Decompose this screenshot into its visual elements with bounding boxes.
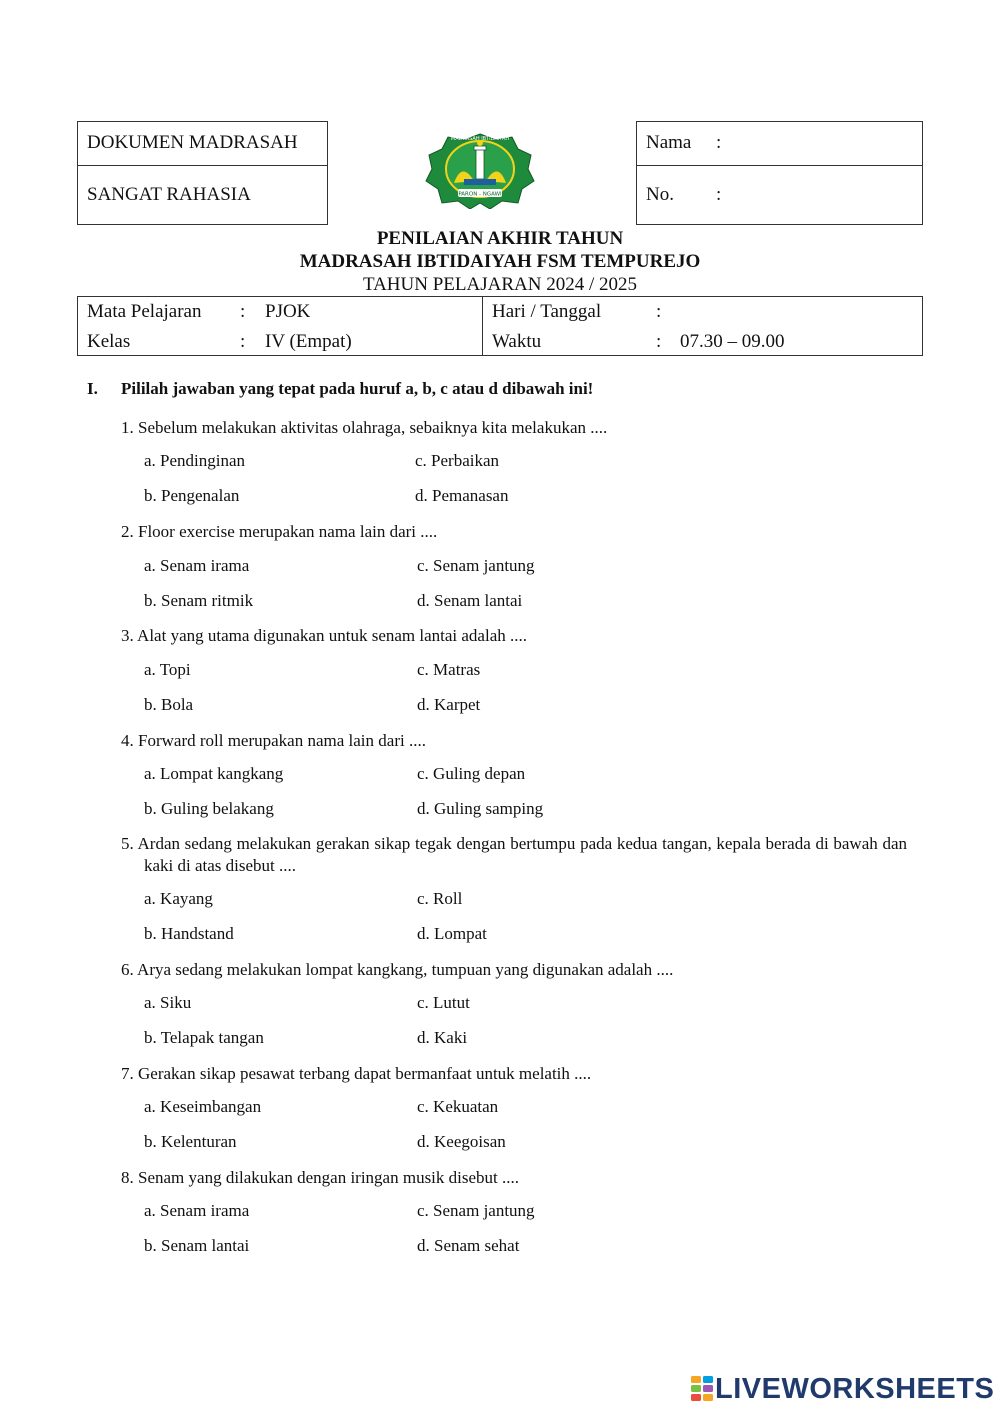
logo-top-text: MADRASAH IBTIDAIYAH [450, 136, 510, 142]
option-c[interactable]: c. Roll [417, 889, 463, 908]
question-8 [121, 1167, 907, 1189]
kelas-colon: : [240, 331, 246, 352]
option-b[interactable]: b. Pengenalan [144, 486, 240, 505]
option-b[interactable]: b. Handstand [144, 924, 234, 943]
question-5 [121, 833, 907, 877]
question-1 [121, 417, 907, 439]
option-d[interactable]: d. Kaki [417, 1028, 468, 1047]
option-a[interactable]: a. Siku [144, 993, 192, 1012]
option-d[interactable]: d. Pemanasan [415, 486, 509, 505]
option-b[interactable]: b. Kelenturan [144, 1132, 237, 1151]
option-a[interactable]: a. Senam irama [144, 556, 250, 575]
option-b[interactable]: b. Guling belakang [144, 799, 274, 818]
rahasia-label: SANGAT RAHASIA [87, 184, 251, 205]
question-6 [121, 959, 907, 981]
section-numeral: I. [87, 379, 98, 398]
logo-bottom-text: PARON - NGAWI [458, 191, 502, 198]
hari-colon: : [656, 301, 662, 322]
liveworksheets-text: LIVEWORKSHEETS [715, 1372, 995, 1405]
option-c[interactable]: c. Guling depan [417, 764, 526, 783]
option-b[interactable]: b. Telapak tangan [144, 1028, 264, 1047]
question-text: 6. Arya sedang melakukan lompat kangkang, tumpuan yang digunakan adalah .... [121, 960, 674, 979]
question-7 [121, 1063, 907, 1085]
option-c[interactable]: c. Senam jantung [417, 556, 535, 575]
hari-label: Hari / Tanggal [492, 301, 602, 322]
liveworksheets-watermark[interactable] [691, 1374, 994, 1404]
divider [482, 296, 483, 356]
option-a[interactable]: a. Pendinginan [144, 451, 246, 470]
option-d[interactable]: d. Lompat [417, 924, 487, 943]
divider [77, 165, 328, 166]
divider [636, 165, 923, 166]
option-d[interactable]: d. Senam lantai [417, 591, 523, 610]
madrasah-seal-icon [424, 131, 536, 209]
dokumen-label: DOKUMEN MADRASAH [87, 132, 298, 153]
question-4 [121, 730, 907, 752]
mapel-label: Mata Pelajaran [87, 301, 202, 322]
option-b[interactable]: b. Senam ritmik [144, 591, 254, 610]
option-d[interactable]: d. Keegoisan [417, 1132, 506, 1151]
option-a[interactable]: a. Kayang [144, 889, 213, 908]
option-b[interactable]: b. Bola [144, 695, 194, 714]
question-2 [121, 521, 907, 543]
exam-title: PENILAIAN AKHIR TAHUN [376, 228, 624, 249]
question-text: 8. Senam yang dilakukan dengan iringan musik disebut .... [121, 1168, 520, 1187]
no-label: No. [646, 184, 674, 205]
option-c[interactable]: c. Lutut [417, 993, 470, 1012]
waktu-value: 07.30 – 09.00 [680, 331, 785, 352]
kelas-value: IV (Empat) [265, 331, 352, 352]
option-d[interactable]: d. Karpet [417, 695, 481, 714]
option-b[interactable]: b. Senam lantai [144, 1236, 250, 1255]
option-c[interactable]: c. Perbaikan [415, 451, 500, 470]
question-text: 2. Floor exercise merupakan nama lain dari .... [121, 522, 438, 541]
waktu-colon: : [656, 331, 662, 352]
option-a[interactable]: a. Keseimbangan [144, 1097, 262, 1116]
option-a[interactable]: a. Lompat kangkang [144, 764, 284, 783]
question-text: 3. Alat yang utama digunakan untuk senam lantai adalah .... [121, 626, 527, 645]
school-name: MADRASAH IBTIDAIYAH FSM TEMPUREJO [299, 251, 701, 272]
option-d[interactable]: d. Guling samping [417, 799, 544, 818]
question-text: 5. Ardan sedang melakukan gerakan sikap tegak dengan bertumpu pada kedua tangan, kepala berada di bawah dan kaki di atas disebut .... [121, 834, 907, 875]
mapel-value: PJOK [265, 301, 311, 322]
option-a[interactable]: a. Topi [144, 660, 191, 679]
no-colon: : [716, 184, 722, 205]
question-text: 7. Gerakan sikap pesawat terbang dapat bermanfaat untuk melatih .... [121, 1064, 592, 1083]
option-c[interactable]: c. Kekuatan [417, 1097, 499, 1116]
question-text: 1. Sebelum melakukan aktivitas olahraga, sebaiknya kita melakukan .... [121, 418, 608, 437]
nama-colon: : [716, 132, 722, 153]
waktu-label: Waktu [492, 331, 542, 352]
nama-label: Nama [646, 132, 692, 153]
option-c[interactable]: c. Senam jantung [417, 1201, 535, 1220]
option-d[interactable]: d. Senam sehat [417, 1236, 520, 1255]
academic-year: TAHUN PELAJARAN 2024 / 2025 [363, 274, 637, 295]
liveworksheets-logo-icon [691, 1376, 713, 1402]
section-instruction: Pililah jawaban yang tepat pada huruf a, b, c atau d dibawah ini! [121, 379, 594, 398]
question-3 [121, 625, 907, 647]
option-c[interactable]: c. Matras [417, 660, 481, 679]
mapel-colon: : [240, 301, 246, 322]
question-text: 4. Forward roll merupakan nama lain dari .... [121, 731, 426, 750]
option-a[interactable]: a. Senam irama [144, 1201, 250, 1220]
kelas-label: Kelas [87, 331, 131, 352]
